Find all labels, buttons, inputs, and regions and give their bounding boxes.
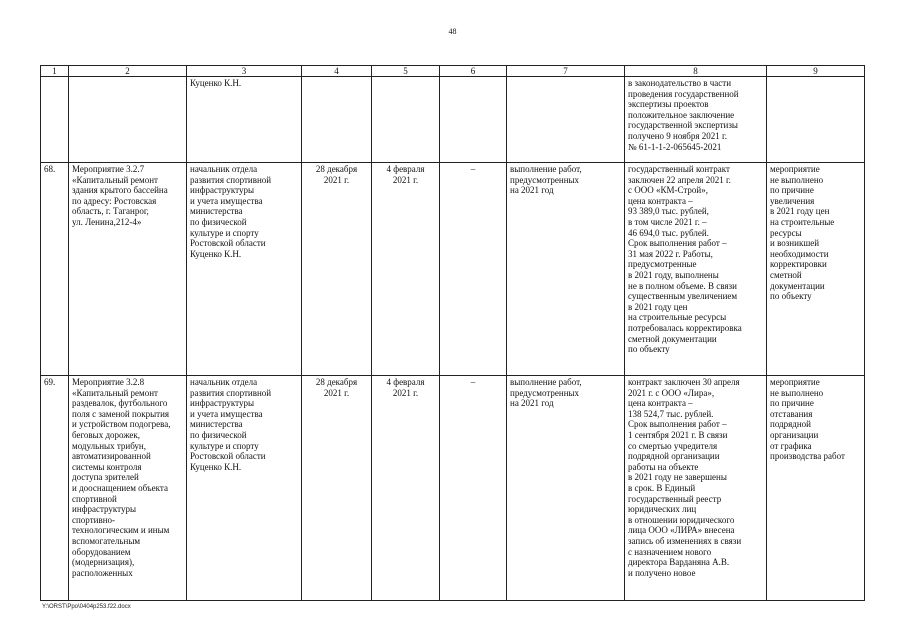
column-numbers-row <box>41 66 865 77</box>
row-number-cell: 69. <box>41 376 69 601</box>
table-row <box>41 376 865 601</box>
col6-cell: – <box>440 376 507 601</box>
date-fact-cell: 4 февраля 2021 г. <box>372 163 440 376</box>
col6-cell: – <box>440 163 507 376</box>
responsible-cell: начальник отдела развития спортивной инфраструктуры и учета имущества министерства по физической культуре и спорту Ростовской области Куценко К.Н. <box>187 163 302 376</box>
reason-cell <box>767 77 865 163</box>
date-plan-cell: 28 декабря 2021 г. <box>302 376 372 601</box>
column-number: 5 <box>372 66 440 77</box>
column-number: 9 <box>767 66 865 77</box>
result-plan-cell <box>507 77 625 163</box>
row-number-cell <box>41 77 69 163</box>
responsible-cell: Куценко К.Н. <box>187 77 302 163</box>
column-number: 7 <box>507 66 625 77</box>
event-cell: Мероприятие 3.2.7 «Капитальный ремонт здания крытого бассейна по адресу: Ростовская область, г. Таганрог, ул. Ленина,212-4» <box>69 163 187 376</box>
date-plan-cell <box>302 77 372 163</box>
date-fact-cell: 4 февраля 2021 г. <box>372 376 440 601</box>
col6-cell <box>440 77 507 163</box>
responsible-cell: начальник отдела развития спортивной инфраструктуры и учета имущества министерства по физической культуре и спорту Ростовской области Куценко К.Н. <box>187 376 302 601</box>
event-cell <box>69 77 187 163</box>
column-number: 1 <box>41 66 69 77</box>
reason-cell: мероприятие не выполнено по причине отставания подрядной организации от графика производства работ <box>767 376 865 601</box>
column-number: 3 <box>187 66 302 77</box>
result-plan-cell: выполнение работ, предусмотренных на 2021 год <box>507 376 625 601</box>
result-fact-cell: государственный контракт заключен 22 апреля 2021 г. с ООО «КМ-Строй», цена контракта – 93 389,0 тыс. рублей, в том числе 2021 г. – 46 694,0 тыс. рублей. Срок выполнения работ – 31 мая 2022 г. Работы, предусмотренные в 2021 году, выполнены не в полном объеме. В связи существенным увеличением в 2021 году цен на строительные ресурсы потребовалась корректировка сметной документации по объекту <box>625 163 767 376</box>
column-number: 2 <box>69 66 187 77</box>
result-plan-cell: выполнение работ, предусмотренных на 2021 год <box>507 163 625 376</box>
result-fact-cell: в законодательство в части проведения государственной экспертизы проектов положительное заключение государственной экспертизы получено 9 ноября 2021 г. № 61-1-1-2-065645-2021 <box>625 77 767 163</box>
reason-cell: мероприятие не выполнено по причине увеличения в 2021 году цен на строительные ресурсы и возникшей необходимости корректировки сметной документации по объекту <box>767 163 865 376</box>
date-fact-cell <box>372 77 440 163</box>
event-cell: Мероприятие 3.2.8 «Капитальный ремонт раздевалок, футбольного поля с заменой покрытия и устройством подогрева, беговых дорожек, модульных трибун, автоматизированной системы контроля доступа зрителей и дооснащением объекта спортивной инфраструктуры спортивно- технологическим и иным вспомогательным оборудованием (модернизация), расположенных <box>69 376 187 601</box>
result-fact-cell: контракт заключен 30 апреля 2021 г. с ООО «Лира», цена контракта – 138 524,7 тыс. рублей. Срок выполнения работ – 1 сентября 2021 г. В связи со смертью учредителя подрядной организации работы на объекте в 2021 году не завершены в срок. В Единый государственный реестр юридических лиц в отношении юридического лица ООО «ЛИРА» внесена запись об изменениях в связи с назначением нового директора Варданяна А.В. и получено новое <box>625 376 767 601</box>
date-plan-cell: 28 декабря 2021 г. <box>302 163 372 376</box>
column-number: 4 <box>302 66 372 77</box>
column-number: 8 <box>625 66 767 77</box>
file-path-footer: Y:\ORST\Ppo\0404p253.f22.docx <box>42 604 131 610</box>
report-table <box>40 65 865 601</box>
table-row <box>41 163 865 376</box>
column-number: 6 <box>440 66 507 77</box>
page-number: 48 <box>448 27 457 36</box>
row-number-cell: 68. <box>41 163 69 376</box>
continuation-row <box>41 77 865 163</box>
